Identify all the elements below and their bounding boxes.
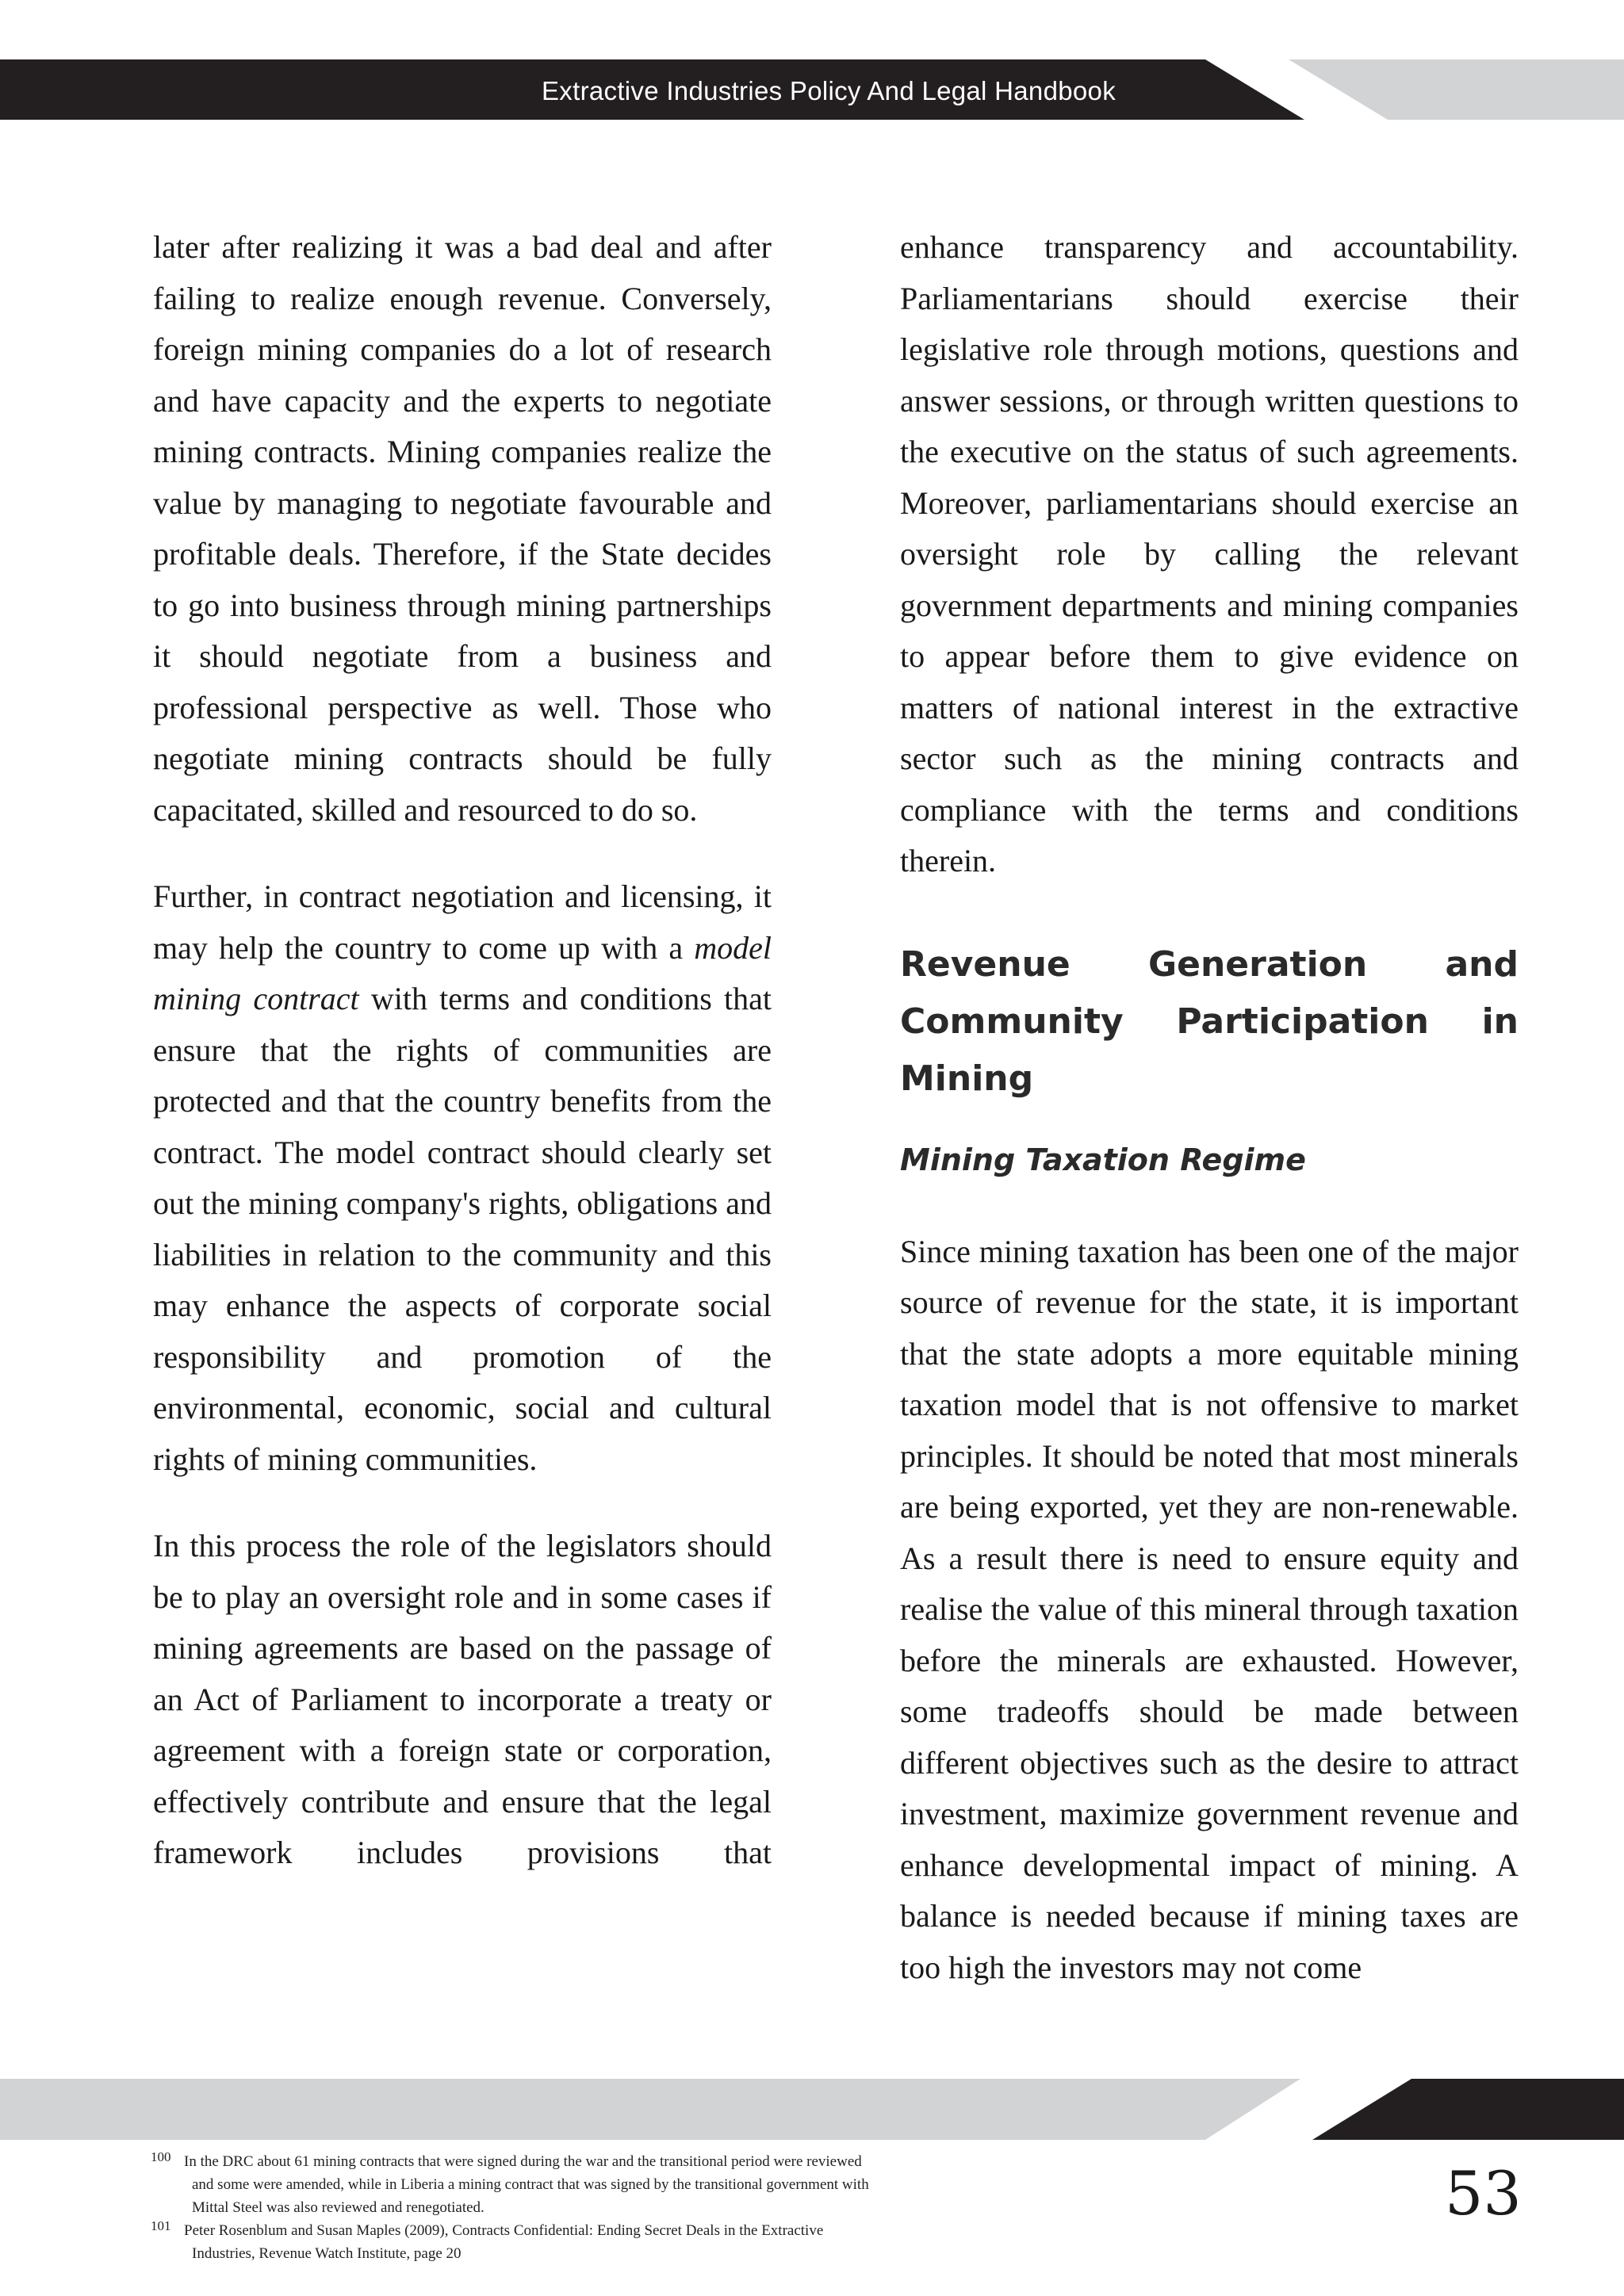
- footnote-line: Industries, Revenue Watch Institute, page 20: [192, 2245, 462, 2262]
- footnote-line: and some were amended, while in Liberia a mining contract that was signed by the transitional government with: [192, 2176, 869, 2193]
- sub-heading: Mining Taxation Regime: [900, 1142, 1306, 1177]
- footnote-line: Mittal Steel was also reviewed and renegotiated.: [192, 2199, 485, 2216]
- model-mining-contract-term: model mining contract: [153, 929, 772, 1016]
- footer-band-shapes: [0, 2079, 1624, 2140]
- footnotes: [151, 2150, 1023, 2265]
- footnote-number: 101: [151, 2218, 171, 2233]
- left-column: [153, 222, 772, 1879]
- footnote-number: 100: [151, 2149, 171, 2164]
- section-heading: Revenue Generation and Community Participation in Mining: [900, 943, 1519, 1099]
- left-paragraph-2-start: Further, in contract negotiation and licensing, it may help the country to come up with a: [153, 878, 772, 966]
- header-title: Extractive Industries Policy And Legal Handbook: [542, 76, 1116, 105]
- left-paragraph-2: [153, 871, 772, 1485]
- footnote-100: [151, 2150, 1023, 2219]
- left-paragraph-2-end: with terms and conditions that ensure that the rights of communities are protected and that the country benefits from the contract. The model contract should clearly set out the mining company's rights, obligations and liabilities in relation to the community and this may enhance the aspects of corporate social responsibility and promotion of the environmental, economic, social and cultural rights of mining communities.: [153, 981, 772, 1477]
- header-band-light: [1289, 59, 1624, 120]
- footnote-line: In the DRC about 61 mining contracts that were signed during the war and the transitional period were reviewed: [184, 2153, 862, 2170]
- footnote-101: [151, 2219, 1023, 2265]
- left-paragraph-3: In this process the role of the legislators should be to play an oversight role and in some cases if mining agreements are based on the passage of an Act of Parliament to incorporate a treaty or agreement with a foreign state or corporation, effectively contribute and ensure that the legal framework includes provisions that: [153, 1528, 772, 1870]
- right-paragraph-2: Since mining taxation has been one of the major source of revenue for the state, it is important that the state adopts a more equitable mining taxation model that is not offensive to market principles. It should be noted that most minerals are being exported, yet they are non-renewable. As a result there is need to ensure equity and realise the value of this mineral through taxation before the minerals are exhausted. However, some tradeoffs should be made between different objectives such as the desire to attract investment, maximize government revenue and enhance developmental impact of mining. A balance is needed because if mining taxes are too high the investors may not come: [900, 1233, 1519, 1985]
- footnote-line: Peter Rosenblum and Susan Maples (2009), Contracts Confidential: Ending Secret Deals in the Extractive: [184, 2222, 824, 2239]
- right-paragraph-1: enhance transparency and accountability. Parliamentarians should exercise their legislative role through motions, questions and answer sessions, or through written questions to the executive on the status of such agreements. Moreover, parliamentarians should exercise an oversight role by calling the relevant government departments and mining companies to appear before them to give evidence on matters of national interest in the extractive sector such as the mining contracts and compliance with the terms and conditions therein.: [900, 229, 1519, 878]
- footer-band-dark: [1312, 2079, 1624, 2140]
- page-number: 53: [1445, 2158, 1522, 2229]
- footer-band: [0, 2079, 1624, 2140]
- right-column: [900, 222, 1519, 1993]
- left-paragraph-1: later after realizing it was a bad deal and after failing to realize enough revenue. Conversely, foreign mining companies do a lot of research and have capacity and the experts to negotiate mining contracts. Mining companies realize the value by managing to negotiate favourable and profitable deals. Therefore, if the State decides to go into business through mining partnerships it should negotiate from a business and professional perspective as well. Those who negotiate mining contracts should be fully capacitated, skilled and resourced to do so.: [153, 229, 772, 828]
- footer-band-light: [0, 2079, 1300, 2140]
